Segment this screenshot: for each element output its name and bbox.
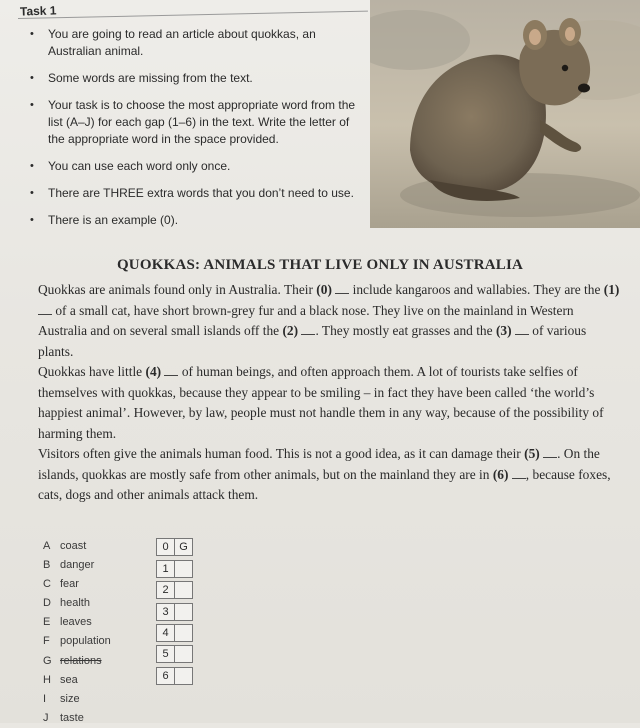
answer-number: 3 [156, 603, 175, 621]
answer-box[interactable] [175, 603, 193, 621]
text: of human beings, and often approach them. A lot of tourists take selfies of themselves with quokkas, because they appear to be smiling – in fact they have been called ‘the world’s happiest animal’. However, by law, people must not handle them in any way, because of the possibility of harming them. [38, 364, 604, 441]
instruction-item: • There is an example (0). [30, 212, 360, 229]
text: . On the islands, quokkas are mostly safe from other animals, but on the mainland they are in [38, 446, 600, 482]
gap-line [515, 324, 529, 335]
text: Quokkas have little [38, 364, 146, 379]
article-paragraph-3 [38, 444, 620, 506]
answer-row-6 [156, 667, 193, 685]
answer-box[interactable]: G [175, 538, 193, 556]
article-paragraph-2 [38, 362, 620, 444]
answer-number: 0 [156, 538, 175, 556]
answer-number: 1 [156, 560, 175, 578]
answer-box[interactable] [175, 560, 193, 578]
gap-line [301, 324, 315, 335]
answer-number: 4 [156, 624, 175, 642]
instructions-list [30, 26, 360, 239]
word-option: J taste [43, 711, 84, 724]
answer-box[interactable] [175, 667, 193, 685]
word-option: C fear [43, 578, 79, 591]
instruction-item: • You can use each word only once. [30, 158, 360, 175]
text: , because foxes, cats, dogs and other animals attack them. [38, 466, 611, 502]
gap-line [543, 447, 557, 458]
text: Visitors often give the animals human food. This is not a good idea, as it can damage their [38, 446, 525, 461]
word-option: A coast [43, 540, 87, 552]
gap-0: (0) [316, 282, 332, 297]
gap-line [164, 365, 178, 376]
word-option: H sea [43, 673, 78, 686]
instruction-item: • There are THREE extra words that you don’t need to use. [30, 185, 360, 202]
gap-2: (2) [282, 323, 299, 338]
gap-4: (4) [145, 364, 162, 379]
answer-row-4 [156, 624, 193, 642]
word-option-used: G relations [43, 654, 102, 667]
article-body [38, 280, 620, 506]
title-rule [18, 11, 368, 19]
text: Quokkas are animals found only in Australia. Their [38, 282, 317, 297]
text: of various plants. [38, 323, 587, 359]
text: include kangaroos and wallabies. They are the [349, 282, 604, 297]
article-paragraph-1 [38, 280, 620, 362]
word-option: B danger [43, 559, 95, 572]
gap-1: (1) [603, 282, 620, 297]
task-title: Task 1 [19, 3, 57, 19]
answer-row-1 [156, 560, 193, 578]
article-title: QUOKKAS: ANIMALS THAT LIVE ONLY IN AUSTRALIA [116, 257, 524, 273]
instruction-item: • Your task is to choose the most appropriate word from the list (A–J) for each gap (1–6) in the text. Write the letter of the appropriate word in the space provided. [30, 97, 360, 148]
answer-number: 2 [156, 581, 175, 599]
text: of a small cat, have short brown-grey fur and a black nose. They live on the mainland in Western Australia and on several small islands off the [38, 302, 574, 338]
instruction-item: • Some words are missing from the text. [30, 70, 360, 87]
answer-number: 5 [156, 645, 175, 663]
gap-line [512, 468, 526, 479]
answer-row-2 [156, 581, 193, 599]
word-list [43, 537, 153, 728]
word-option: F population [43, 635, 111, 648]
answer-row-0 [156, 538, 193, 556]
answer-box[interactable] [175, 645, 193, 663]
gap-line [38, 304, 52, 315]
answer-box[interactable] [175, 624, 193, 642]
answer-box[interactable] [175, 581, 193, 599]
quokka-photo [370, 0, 640, 228]
text: . They mostly eat grasses and the [315, 323, 496, 338]
answer-number: 6 [156, 667, 175, 685]
instruction-item: • You are going to read an article about quokkas, an Australian animal. [30, 26, 360, 60]
word-option: D health [43, 597, 90, 610]
gap-3: (3) [495, 323, 512, 338]
gap-line [335, 283, 349, 294]
word-option: I size [43, 692, 80, 705]
answer-row-5 [156, 645, 193, 663]
word-option: E leaves [43, 616, 92, 629]
gap-5: (5) [524, 446, 540, 461]
gap-6: (6) [492, 466, 509, 482]
answer-row-3 [156, 603, 193, 621]
